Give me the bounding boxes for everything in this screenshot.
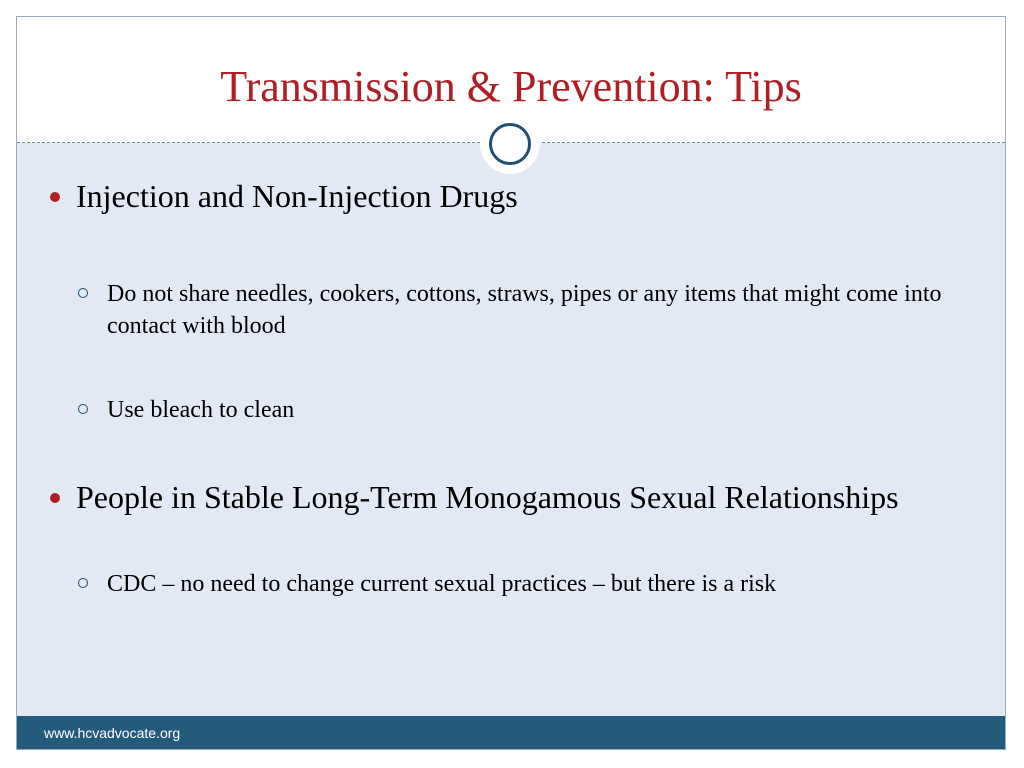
sub-item-2-1: CDC – no need to change current sexual practices – but there is a risk bbox=[107, 571, 777, 597]
filled-dot-icon bbox=[50, 192, 60, 202]
content-area bbox=[17, 143, 1005, 716]
filled-dot-icon bbox=[50, 493, 60, 503]
hollow-circle-icon bbox=[78, 578, 88, 588]
bullet-item-1: Injection and Non-Injection Drugs bbox=[76, 178, 518, 214]
footer-url: www.hcvadvocate.org bbox=[44, 725, 181, 741]
hollow-circle-icon bbox=[78, 404, 88, 414]
sub-item-1-1: Do not share needles, cookers, cottons, straws, pipes or any items that might come into contact with blood bbox=[107, 281, 942, 339]
bullet-item-2: People in Stable Long-Term Monogamous Sexual Relationships bbox=[76, 479, 899, 515]
footer-bar bbox=[17, 716, 1005, 749]
circle-ring-icon bbox=[489, 123, 531, 165]
hollow-circle-icon bbox=[78, 288, 88, 298]
sub-item-1-2: Use bleach to clean bbox=[107, 397, 295, 423]
slide-title: Transmission & Prevention: Tips bbox=[220, 62, 802, 111]
